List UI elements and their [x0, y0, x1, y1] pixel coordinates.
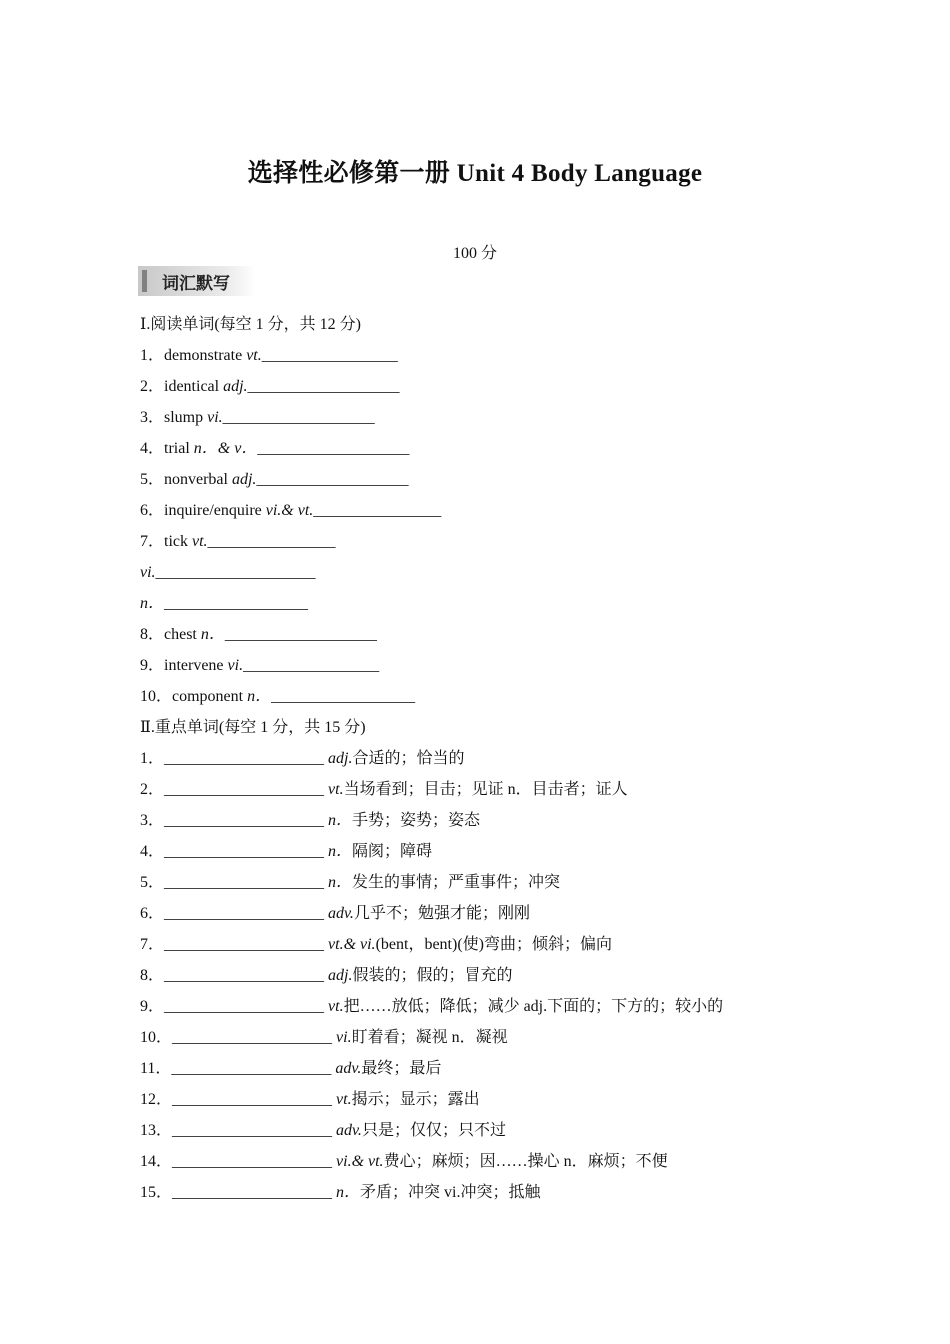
word-text: 7．tick — [140, 533, 192, 550]
answer-blank[interactable]: _________________ — [261, 347, 398, 364]
part-of-speech: vi.& vt. — [265, 502, 314, 519]
meaning-text: 揭示；显示；露出 — [351, 1091, 480, 1108]
answer-blank[interactable]: ____________________ — [172, 1184, 333, 1201]
meaning-text: 最终；最后 — [361, 1060, 442, 1077]
part-of-speech: vi. — [227, 657, 244, 674]
answer-blank[interactable]: ____________________ — [172, 1122, 333, 1139]
answer-blank[interactable]: ___________________ — [256, 471, 409, 488]
answer-blank[interactable]: ____________________ — [164, 998, 325, 1015]
item-number: 11． — [140, 1060, 172, 1077]
part-of-speech: adv. — [328, 905, 354, 922]
part-of-speech: adj. — [231, 471, 257, 488]
answer-blank[interactable]: ____________________ — [164, 905, 325, 922]
answer-blank[interactable]: ____________________ — [164, 750, 325, 767]
part-of-speech: adj. — [328, 750, 353, 767]
part-of-speech: vt. — [328, 998, 344, 1015]
item-number: 4． — [140, 843, 165, 860]
word-text: 6．inquire/enquire — [140, 502, 266, 519]
item-number: 7． — [140, 936, 165, 953]
meaning-text: 合适的；恰当的 — [352, 750, 465, 767]
reading-word-item — [140, 685, 840, 716]
part-of-speech: vi. — [336, 1029, 352, 1046]
answer-blank[interactable]: ____________________ — [172, 1153, 333, 1170]
word-text: 9．intervene — [140, 657, 228, 674]
item-number: 6． — [140, 905, 165, 922]
item-number: 8． — [140, 967, 165, 984]
key-word-item — [140, 840, 840, 871]
part-of-speech: n． — [328, 843, 353, 860]
answer-blank[interactable]: __________________ — [164, 595, 309, 612]
key-word-item — [140, 1088, 840, 1119]
answer-blank[interactable]: ___________________ — [224, 626, 377, 643]
section-tag — [138, 266, 256, 296]
part-of-speech: n． — [200, 626, 225, 643]
section-heading-text: Ⅱ.重点单词(每空 1 分，共 15 分) — [140, 719, 366, 736]
answer-blank[interactable]: ____________________ — [164, 843, 325, 860]
part-of-speech: n． — [140, 595, 165, 612]
answer-blank[interactable]: ____________________ — [164, 936, 325, 953]
item-number: 3． — [140, 812, 165, 829]
key-word-item — [140, 871, 840, 902]
answer-blank[interactable]: __________________ — [271, 688, 416, 705]
item-number: 9． — [140, 998, 165, 1015]
word-text: 10．component — [140, 688, 248, 705]
answer-blank[interactable]: ____________________ — [164, 812, 325, 829]
item-number: 13． — [140, 1122, 173, 1139]
answer-blank[interactable]: ____________________ — [172, 1091, 333, 1108]
word-text: 3．slump — [140, 409, 208, 426]
answer-blank[interactable]: ________________ — [207, 533, 336, 550]
section-heading-text: Ⅰ.阅读单词(每空 1 分，共 12 分) — [140, 316, 361, 333]
exercise-list — [140, 313, 840, 1212]
reading-word-item — [140, 654, 840, 685]
answer-blank[interactable]: ________________ — [313, 502, 442, 519]
answer-blank[interactable]: ____________________ — [164, 781, 325, 798]
item-number: 5． — [140, 874, 165, 891]
key-word-item — [140, 809, 840, 840]
answer-blank[interactable]: ____________________ — [164, 967, 325, 984]
key-word-item — [140, 1057, 840, 1088]
answer-blank[interactable]: ___________________ — [222, 409, 375, 426]
reading-word-item — [140, 468, 840, 499]
answer-blank[interactable]: ____________________ — [155, 564, 316, 581]
part-of-speech: vt. — [192, 533, 208, 550]
key-word-item — [140, 964, 840, 995]
item-number: 15． — [140, 1184, 173, 1201]
answer-blank[interactable]: ____________________ — [171, 1060, 332, 1077]
meaning-text: 盯着看；凝视 n．凝视 — [351, 1029, 508, 1046]
part-of-speech: adj. — [223, 378, 248, 395]
part-of-speech: vi. — [140, 564, 156, 581]
meaning-text: 假装的；假的；冒充的 — [352, 967, 513, 984]
meaning-text: 只是；仅仅；只不过 — [361, 1122, 506, 1139]
meaning-text: 把……放低；降低；减少 adj.下面的；下方的；较小的 — [343, 998, 724, 1015]
key-word-item — [140, 747, 840, 778]
part-of-speech: vt.& vi. — [328, 936, 376, 953]
item-number: 12． — [140, 1091, 173, 1108]
part-of-speech: adv. — [336, 1122, 362, 1139]
answer-blank[interactable]: ___________________ — [257, 440, 410, 457]
key-word-item — [140, 1150, 840, 1181]
meaning-text: (bent，bent)(使)弯曲；倾斜；偏向 — [375, 936, 612, 953]
part-of-speech: n．& v． — [193, 440, 258, 457]
reading-word-item — [140, 623, 840, 654]
word-text: 1．demonstrate — [140, 347, 247, 364]
key-word-item — [140, 778, 840, 809]
part-of-speech: vt. — [246, 347, 262, 364]
reading-word-item — [140, 561, 840, 592]
key-word-item — [140, 995, 840, 1026]
part-of-speech: vt. — [336, 1091, 352, 1108]
key-word-item — [140, 1026, 840, 1057]
meaning-text: 费心；麻烦；因……操心 n．麻烦；不便 — [383, 1153, 668, 1170]
part-of-speech: adv. — [335, 1060, 362, 1077]
answer-blank[interactable]: ____________________ — [164, 874, 325, 891]
meaning-text: 当场看到；目击；见证 n．目击者；证人 — [343, 781, 628, 798]
word-text: 5．nonverbal — [140, 471, 232, 488]
key-word-item — [140, 933, 840, 964]
word-text: 2．identical — [140, 378, 224, 395]
score-total: 100 分 — [452, 245, 497, 262]
reading-word-item — [140, 437, 840, 468]
part-of-speech: vi. — [207, 409, 223, 426]
answer-blank[interactable]: ___________________ — [247, 378, 400, 395]
reading-word-item — [140, 592, 840, 623]
page-title: 选择性必修第一册 Unit 4 Body Language — [247, 160, 703, 187]
answer-blank[interactable]: ____________________ — [172, 1029, 333, 1046]
part-of-speech: vt. — [328, 781, 344, 798]
reading-word-item — [140, 344, 840, 375]
meaning-text: 隔阂；障碍 — [352, 843, 433, 860]
part-of-speech: adj. — [328, 967, 353, 984]
meaning-text: 发生的事情；严重事件；冲突 — [352, 874, 561, 891]
key-word-item — [140, 902, 840, 933]
item-number: 10． — [140, 1029, 173, 1046]
key-word-item — [140, 1181, 840, 1212]
item-number: 2． — [140, 781, 165, 798]
part-of-speech: vi.& vt. — [336, 1153, 384, 1170]
part-of-speech: n． — [328, 812, 353, 829]
answer-blank[interactable]: _________________ — [243, 657, 380, 674]
reading-word-item — [140, 375, 840, 406]
section-tag-bar — [142, 270, 147, 292]
meaning-text: 手势；姿势；姿态 — [352, 812, 481, 829]
part-of-speech: n． — [336, 1184, 361, 1201]
part-of-speech: n． — [247, 688, 272, 705]
word-text: 8．chest — [140, 626, 201, 643]
item-number: 14． — [140, 1153, 173, 1170]
section-heading — [140, 716, 840, 747]
reading-word-item — [140, 530, 840, 561]
item-number: 1． — [140, 750, 165, 767]
meaning-text: 矛盾；冲突 vi.冲突；抵触 — [360, 1184, 541, 1201]
part-of-speech: n． — [328, 874, 353, 891]
section-tag-label: 词汇默写 — [162, 274, 230, 294]
reading-word-item — [140, 406, 840, 437]
word-text: 4．trial — [140, 440, 194, 457]
reading-word-item — [140, 499, 840, 530]
meaning-text: 几乎不；勉强才能；刚刚 — [353, 905, 530, 922]
key-word-item — [140, 1119, 840, 1150]
section-heading — [140, 313, 840, 344]
